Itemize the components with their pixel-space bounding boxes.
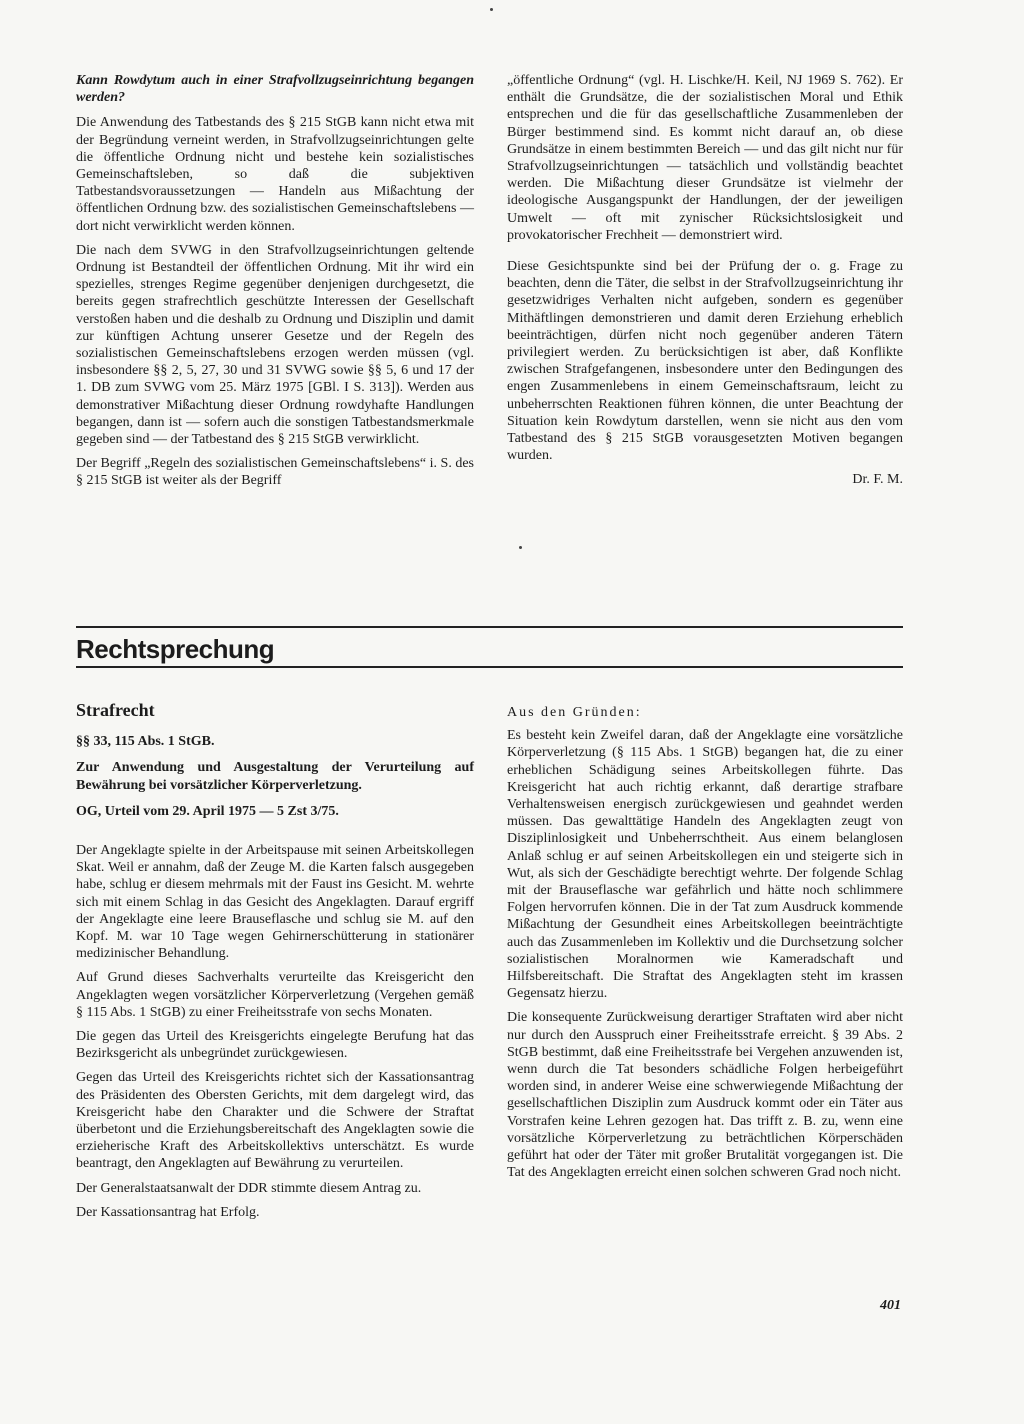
author-signature: Dr. F. M.: [852, 472, 903, 488]
paragraph: Die nach dem SVWG in den Strafvollzugseinrichtungen geltende Ordnung ist Bestandteil der öffentlichen Ordnung. Mit ihr wird ein spezielles, strenges Regime gegenüber denjenigen durchgesetzt, die bereits gegen strafrechtlich geschützte Interessen der Gesellschaft verstoßen haben und die deshalb zu Ordnung und Disziplin und damit zur künftigen Achtung unserer Gesetze und der Regeln des sozialistischen Gemeinschaftslebens erzogen werden müssen (vgl. insbesondere §§ 2, 5, 27, 30 und 31 SVWG sowie §§ 5, 6 und 17 der 1. DB zum SVWG vom 25. März 1975 [GBl. I S. 313]). Werden aus demonstrativer Mißachtung dieser Ordnung rowdyhafte Handlungen begangen, dann ist — sofern auch die sonstigen Tatbestandsmerkmale gegeben sind — der Tatbestand des § 215 StGB verwirklicht.: [76, 242, 474, 448]
paragraph: Diese Gesichtspunkte sind bei der Prüfung der o. g. Frage zu beachten, denn die Täter, die selbst in der Strafvollzugseinrichtung ihr gesetzwidriges Verhalten nicht aufgeben, sondern es gegenüber Mithäftlingen demonstrieren und damit deren Erziehung erheblich beeinträchtigen, dürfen nicht noch gegenüber anderen Tätern privilegiert werden. Zu berücksichtigen ist aber, daß Konflikte zwischen Strafgefangenen, insbesondere unter den Bedingungen des engen Zusammenlebens in einem Gemeinschaftsraum, leicht zu unbeherrschten Reaktionen führen können, die unter Beachtung der Situation kein Rowdytum darstellen, wenn sie nicht aus den vom Tatbestand des § 215 StGB vorausgesetzten Motiven begangen wurden.: [507, 259, 903, 464]
bottom-right-column: [507, 704, 903, 1188]
paragraph: Die konsequente Zurückweisung derartiger Straftaten wird aber nicht nur durch den Ausspruch einer Freiheitsstrafe erreicht. § 39 Abs. 2 StGB bestimmt, daß eine Freiheitsstrafe bei Vergehen anzuwenden ist, wenn durch die Tat besonders schädliche Folgen herbeigeführt worden sind, in anderer Weise eine schwerwiegende Mißachtung der gesellschaftlichen Disziplin zum Ausdruck kommt oder ein Täter aus Vorstrafen keine Lehren gezogen hat. Das trifft z. B. zu, wenn eine vorsätzliche Körperverletzung zu beträchtlichen Körperschäden geführt hat oder der Täter mit großer Brutalität vorgegangen ist. Die Tat des Angeklagten erreicht einen solchen schweren Grad noch nicht.: [507, 1010, 903, 1181]
top-left-column: [76, 72, 474, 497]
bottom-left-column: [76, 702, 474, 1228]
subheading: Strafrecht: [76, 700, 155, 720]
top-right-column: [507, 72, 903, 496]
scan-speck: [490, 8, 493, 11]
section-rule-bottom: [76, 666, 903, 668]
reasons-heading: Aus den Gründen:: [507, 705, 642, 720]
headnote: Zur Anwendung und Ausgestaltung der Verurteilung auf Bewährung bei vorsätzlicher Körperverletzung.: [76, 760, 474, 793]
page-number: 401: [880, 1298, 901, 1313]
paragraph: Die Anwendung des Tatbestands des § 215 StGB kann nicht etwa mit der Begründung verneint werden, in Strafvollzugseinrichtungen gelte die öffentliche Ordnung nicht und bestehe kein sozialistisches Gemeinschaftsleben, so daß die subjektiven Tatbestandsvoraussetzungen — Handeln aus Mißachtung der öffentlichen Ordnung bzw. des sozialistischen Gemeinschaftslebens — dort nicht verwirklicht werden können.: [76, 115, 474, 234]
section-title: Rechtsprechung: [76, 634, 275, 664]
paragraph: Die gegen das Urteil des Kreisgerichts eingelegte Berufung hat das Bezirksgericht als unbegründet zurückgewiesen.: [76, 1029, 474, 1062]
paragraph: Der Begriff „Regeln des sozialistischen Gemeinschaftslebens“ i. S. des § 215 StGB ist weiter als der Begriff: [76, 456, 474, 489]
section-rule-top: [76, 626, 903, 628]
paragraph: Der Kassationsantrag hat Erfolg.: [76, 1204, 260, 1220]
paragraph: Der Angeklagte spielte in der Arbeitspause mit seinen Arbeitskollegen Skat. Weil er annahm, daß der Zeuge M. die Karten falsch ausgegeben habe, schlug er diesem mehrmals mit der Faust ins Gesicht. M. wehrte sich mit einem Schlag in das Gesicht des Angeklagten. Darauf ergriff der Angeklagte eine leere Brauseflasche und schlug sie M. auf den Kopf. M. war 10 Tage wegen Gehirnerschütterung in stationärer medizinischer Behandlung.: [76, 843, 474, 962]
paragraph: Gegen das Urteil des Kreisgerichts richtet sich der Kassationsantrag des Präsidenten des Obersten Gerichts, mit dem dargelegt wird, das Kreisgericht habe den Charakter und die Schwere der Straftat überbetont und die Erziehungsbereitschaft des Angeklagten sowie die erzieherische Kraft des Arbeitskollektivs unterschätzt. Es wurde beantragt, den Angeklagten auf Bewährung zu verurteilen.: [76, 1070, 474, 1172]
paragraph: Der Generalstaatsanwalt der DDR stimmte diesem Antrag zu.: [76, 1180, 422, 1196]
question-heading: Kann Rowdytum auch in einer Strafvollzugseinrichtung begangen werden?: [76, 73, 474, 106]
scan-speck: [519, 546, 522, 549]
legal-norms: §§ 33, 115 Abs. 1 StGB.: [76, 734, 215, 750]
paragraph: „öffentliche Ordnung“ (vgl. H. Lischke/H. Keil, NJ 1969 S. 762). Er enthält die Grundsätze, die der sozialistischen Moral und Ethik entsprechen und die für das gesellschaftliche Zusammenleben der Bürger bestimmend sind. Es kommt nicht darauf an, ob diese Grundsätze in einem bestimmten Bereich — und das gilt nicht nur für Strafvollzugseinrichtungen — tatsächlich und vollständig beachtet werden. Die Mißachtung dieser Grundsätze ist vielmehr der ideologische Ausgangspunkt der Handlungen, der der jeweiligen Umwelt — oft mit zynischer Rücksichtslosigkeit und provokatorischer Frechheit — demonstriert wird.: [507, 73, 903, 243]
court-citation: OG, Urteil vom 29. April 1975 — 5 Zst 3/75.: [76, 803, 339, 819]
paragraph: Auf Grund dieses Sachverhalts verurteilte das Kreisgericht den Angeklagten wegen vorsätzlicher Körperverletzung (Vergehen gemäß § 115 Abs. 1 StGB) zu einer Freiheitsstrafe von sechs Monaten.: [76, 970, 474, 1020]
paragraph: Es besteht kein Zweifel daran, daß der Angeklagte eine vorsätzliche Körperverletzung (§ 115 Abs. 1 StGB) begangen hat, die zu einer erheblichen Schädigung seines Arbeitskollegen führte. Das Kreisgericht hat auch richtig erkannt, daß derartige strafbare Verhaltensweisen energisch zurückgewiesen und geahndet werden müssen. Das gewalttätige Handeln des Angeklagten zeugt von Disziplinlosigkeit und Unbeherrschtheit. Aus einem belanglosen Anlaß schlug er auf seinen Arbeitskollegen ein und steigerte sich in Wut, als sich der Geschädigte berechtigt wehrte. Der folgende Schlag mit der Brauseflasche war gefährlich und hätte noch schlimmere Folgen hervorrufen können. Die in der Tat zum Ausdruck kommende Mißachtung der Gesundheit eines Arbeitskollegen beeinträchtigte auch das Zusammenleben im Kollektiv und die Durchsetzung solcher sozialistischen Moralnormen wie Kameradschaft und Hilfsbereitschaft. Die Straftat des Angeklagten steht im krassen Gegensatz hierzu.: [507, 728, 903, 1002]
